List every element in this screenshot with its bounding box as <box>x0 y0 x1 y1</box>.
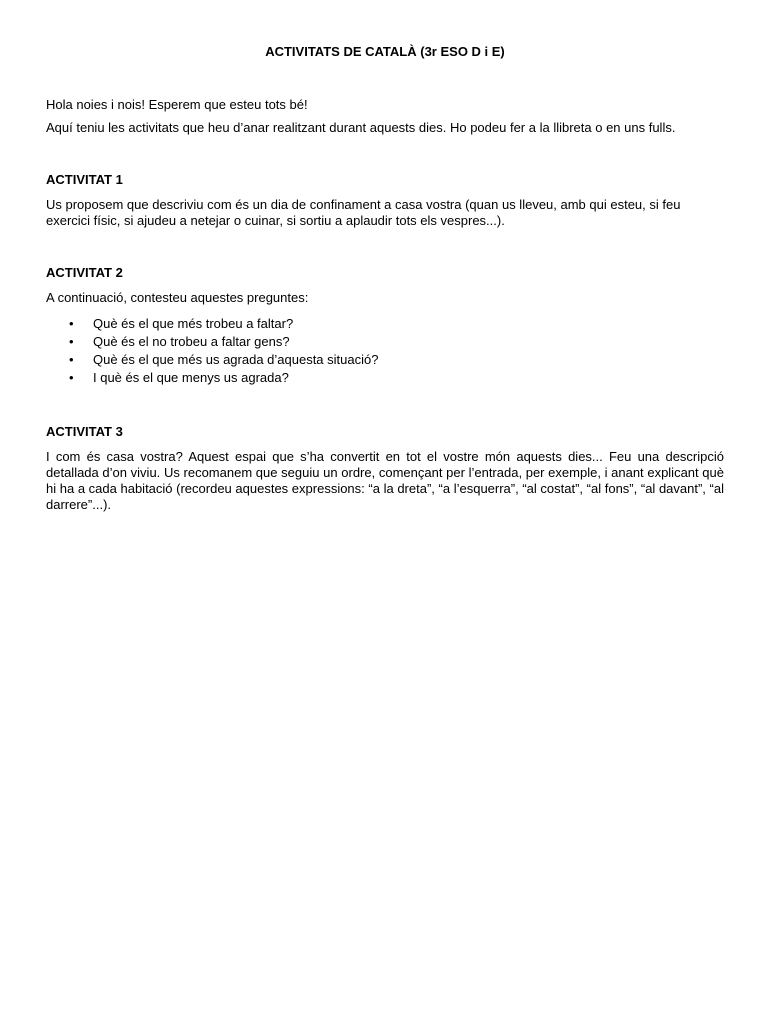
question-text: Què és el que més trobeu a faltar? <box>93 316 294 331</box>
question-text: I què és el que menys us agrada? <box>93 370 289 385</box>
list-item <box>69 369 724 387</box>
activity-1-heading: ACTIVITAT 1 <box>46 172 123 187</box>
activity-3-heading: ACTIVITAT 3 <box>46 424 123 439</box>
question-list <box>46 315 724 387</box>
bullet-marker: • <box>69 352 74 367</box>
question-text: Què és el que més us agrada d’aquesta situació? <box>93 352 379 367</box>
list-item <box>69 351 724 369</box>
intro-text: Aquí teniu les activitats que heu d’anar realitzant durant aquests dies. Ho podeu fer a la llibreta o en uns fulls. <box>46 120 676 135</box>
list-item <box>69 333 724 351</box>
question-text: Què és el no trobeu a faltar gens? <box>93 334 290 349</box>
activity-2-text: A continuació, contesteu aquestes preguntes: <box>46 290 309 305</box>
activity-2-section <box>46 265 724 387</box>
activity-3-section <box>46 424 724 513</box>
bullet-marker: • <box>69 316 74 331</box>
activity-3-text: I com és casa vostra? Aquest espai que s’ha convertit en tot el vostre món aquests dies... Feu una descripció detallada d’on viviu. Us recomanem que seguiu un ordre, començant per l’entrada, per exemple, i anant explicant què hi ha a cada habitació (recordeu aquestes expressions: “a la dreta”, “a l’esquerra”, “al costat”, “al fons”, “al davant”, “al darrere”...). <box>46 449 724 512</box>
greeting-text: Hola noies i nois! Esperem que esteu tots bé! <box>46 97 308 112</box>
bullet-marker: • <box>69 334 74 349</box>
list-item <box>69 315 724 333</box>
activity-1-text: Us proposem que descriviu com és un dia de confinament a casa vostra (quan us lleveu, amb qui esteu, si feu exercici físic, si ajudeu a netejar o cuinar, si sortiu a aplaudir tots els vespres...). <box>46 197 681 228</box>
activity-1-section <box>46 172 724 229</box>
bullet-marker: • <box>69 370 74 385</box>
activity-2-heading: ACTIVITAT 2 <box>46 265 123 280</box>
page-title: ACTIVITATS DE CATALÀ (3r ESO D i E) <box>265 44 505 59</box>
